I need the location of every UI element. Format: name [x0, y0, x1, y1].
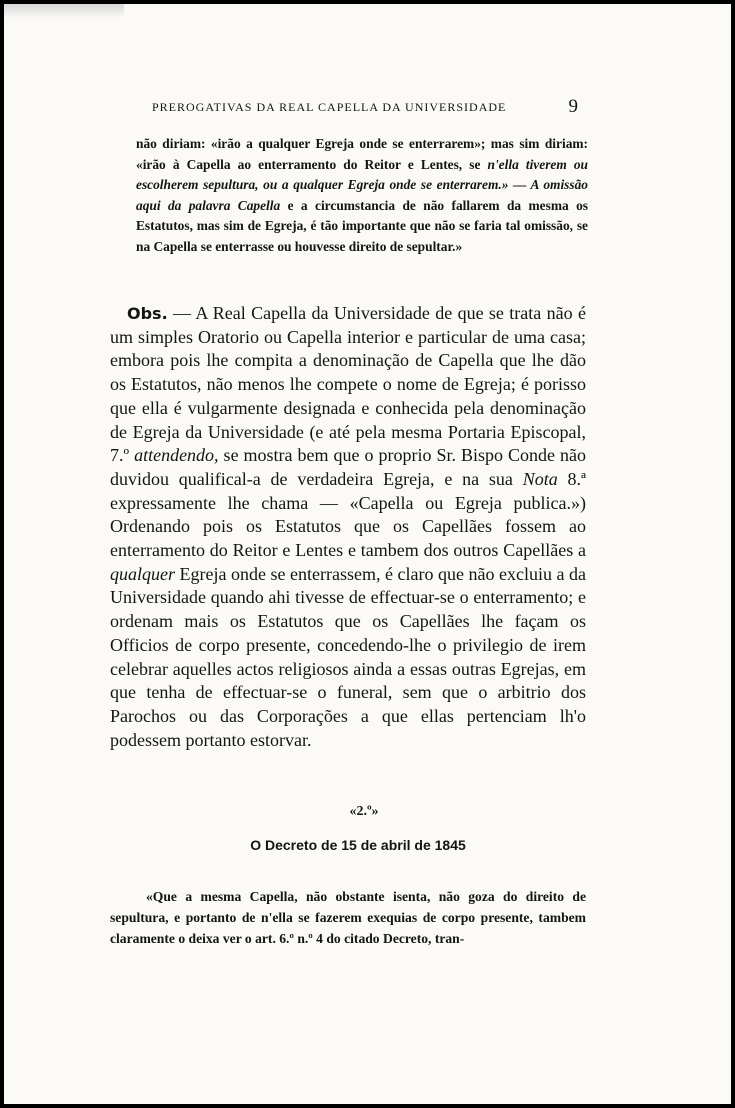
- obs-text-3: 8.ª expressamente lhe chama — «Capella ou Egreja publica.») Ordenando pois os Estatutos que os Capellães fossem ao enterramento do Reitor e Lentes e tambem dos outros Capellães a: [110, 468, 586, 561]
- obs-text-1: — A Real Capella da Universidade de que se trata não é um simples Oratorio ou Capella interior e particular de uma casa; embora pois lhe compita a denominação de Capella que lhe dão os Estatutos, não menos lhe compete o nome de Egreja; é porisso que ella é vulgarmente designada e conhecida pela denominação de Egreja da Universidade (e até pela mesma Portaria Episcopal, 7.º: [110, 303, 586, 466]
- obs-italic-3: qualquer: [110, 563, 175, 584]
- obs-italic-1: attendendo,: [134, 445, 219, 466]
- section-number: «2.º»: [349, 804, 379, 819]
- obs-italic-2: Nota: [522, 468, 558, 489]
- page-header: [148, 98, 578, 120]
- quoted-passage: [136, 134, 588, 257]
- quote-text-2: e a circumstancia de não fallarem da mesma os Estatutos, mas sim de Egreja, é tão importante que não se faria tal omissão, se na Capella se enterrasse ou houvesse direito de sepultar.»: [136, 197, 588, 254]
- obs-text-4: Egreja onde se enterrassem, é claro que não excluiu a da Universidade quando ahi tivesse de effectuar-se o enterramento; e ordenam mais os Estatutos que os Capellães lhe façam os Officios de corpo presente, concedendo-lhe o privilegio de irem celebrar aquelles actos religiosos ainda a essas outras Egrejas, em que tenha de effectuar-se o funeral, sem que o arbitrio dos Parochos ou das Corporações a que ellas pertenciam lh'o podessem portanto estorvar.: [110, 563, 586, 750]
- quote-text-1: não diriam: «irão a qualquer Egreja onde se enterrarem»; mas sim diriam: «irão à Capella ao enterramento do Reitor e Lentes, se: [136, 136, 588, 172]
- decree-paragraph: «Que a mesma Capella, não obstante isenta, não goza do direito de sepultura, e portanto de n'ella se fazerem exequias de corpo presente, tambem claramente o deixa ver o art. 6.º n.º 4 do citado Decreto, tran-: [110, 889, 586, 946]
- obs-label: Obs.: [127, 304, 168, 323]
- running-title: PREROGATIVAS DA REAL CAPELLA DA UNIVERSIDADE: [152, 100, 507, 114]
- page: [4, 4, 731, 1104]
- section-title: O Decreto de 15 de abril de 1845: [250, 837, 466, 853]
- scan-smudge: [4, 4, 124, 18]
- page-number: 9: [568, 96, 578, 117]
- obs-text-2: se mostra bem que o proprio Sr. Bispo Conde não duvidou qualifical-a de verdadeira Egreja, e na sua: [110, 445, 586, 489]
- quote-italic: n'ella tiverem ou escolherem sepultura, ou a qualquer Egreja onde se enterrarem.» — A omissão aqui da palavra Capella: [136, 156, 589, 213]
- observation-paragraph: [110, 302, 586, 752]
